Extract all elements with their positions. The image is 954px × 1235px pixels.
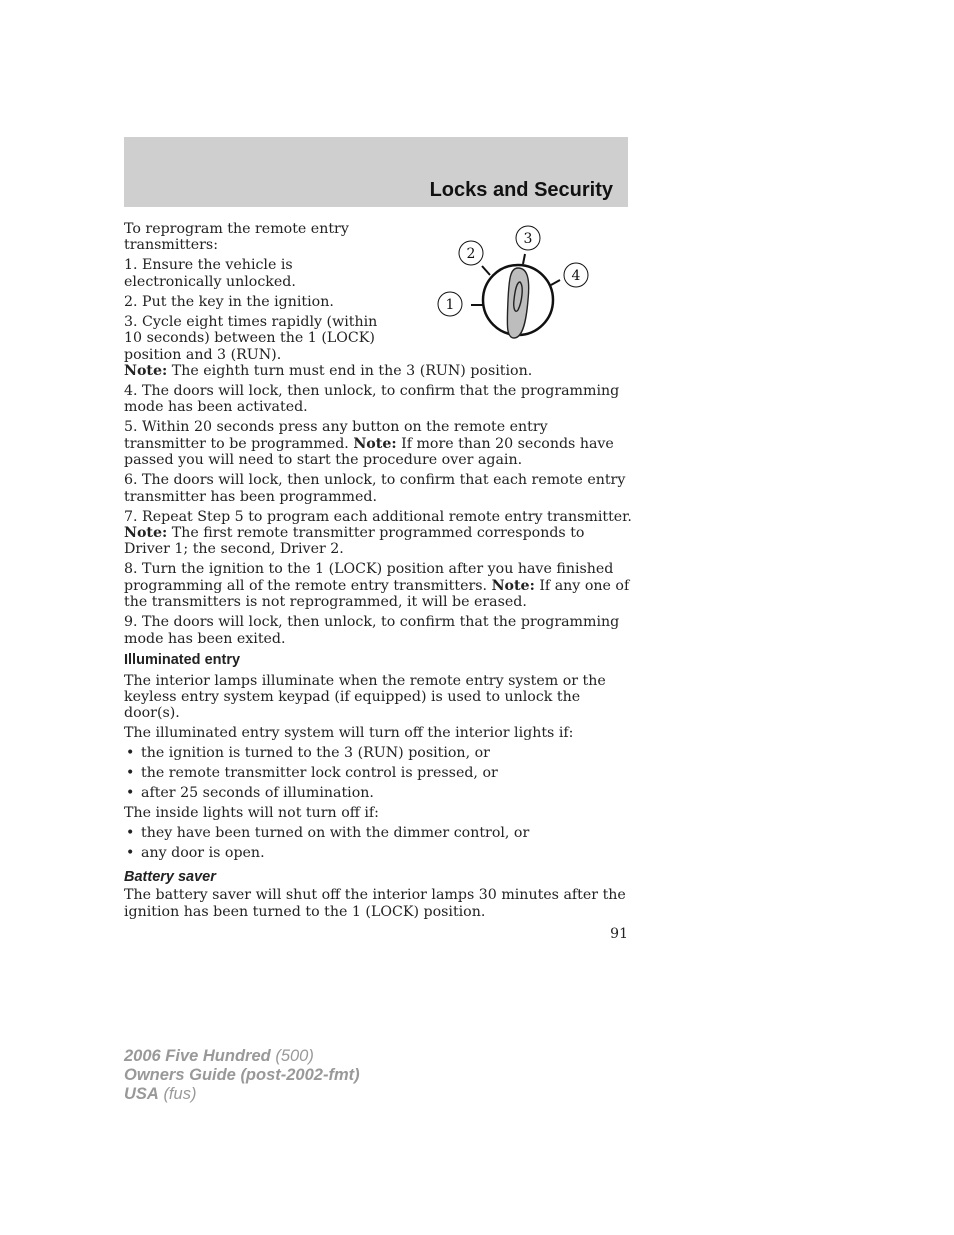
intro-paragraph: To reprogram the remote entry transmitters: [124,221,349,254]
step-7 [124,509,632,558]
step-3-note-label: Note: [124,363,168,380]
illuminated-paragraph-3: The inside lights will not turn off if: [124,805,379,822]
footer-guide: Owners Guide (post-2002-fmt) [124,1066,360,1084]
step-5-note-text: If more than 20 seconds have passed you will need to start the procedure over again. [124,435,614,469]
page-content [124,221,632,924]
position-3-label: 3 [523,231,533,247]
step-7-note-label: Note: [124,525,168,542]
illuminated-paragraph-2: The illuminated entry system will turn off the interior lights if: [124,725,574,742]
battery-saver-heading: Battery saver [124,868,216,885]
step-4-text: 4. The doors will lock, then unlock, to confirm that the programming mode has been activated. [124,383,620,416]
step-8 [124,561,632,610]
footer-line-1 [124,1047,360,1066]
step-2 [124,294,386,310]
footer-model-code: (500) [275,1047,314,1065]
step-9-text: 9. The doors will lock, then unlock, to confirm that the programming mode has been exited. [124,614,620,647]
illuminated-paragraph-1: The interior lamps illuminate when the remote entry system or the keyless entry system keypad (if equipped) is used to unlock the door(s). [124,672,606,722]
section-header-band [124,137,628,207]
step-5-note-label: Note: [353,435,397,452]
step-5-text: 5. Within 20 seconds press any button on the remote entry transmitter to be programmed. [124,419,548,452]
footer-line-3 [124,1085,360,1104]
on-bullet-1: • they have been turned on with the dimmer control, or [124,825,632,841]
step-8-text: 8. Turn the ignition to the 1 (LOCK) position after you have finished programming all of the remote entry transmitters. [124,561,614,594]
step-7-text: 7. Repeat Step 5 to program each additional remote entry transmitter. [124,508,632,525]
on-bullet-2: • any door is open. [124,845,632,861]
footer-line-2 [124,1066,360,1085]
position-4-label: 4 [571,268,581,284]
footer-market: USA [124,1085,159,1103]
step-3-text: 3. Cycle eight times rapidly (within 10 seconds) between the 1 (LOCK) position and 3 (RUN). [124,313,378,363]
document-footer [124,1047,360,1104]
step-7-note-text: The first remote transmitter programmed corresponds to Driver 1; the second, Driver 2. [124,525,585,558]
position-1-label: 1 [445,297,455,313]
footer-model: 2006 Five Hundred [124,1047,271,1065]
off-bullet-2: • the remote transmitter lock control is pressed, or [124,765,632,781]
step-4 [124,383,632,416]
page-number: 91 [610,926,628,942]
step-2-text: 2. Put the key in the ignition. [124,293,334,310]
battery-saver-paragraph: The battery saver will shut off the interior lamps 30 minutes after the ignition has been turned to the 1 (LOCK) position. [124,887,626,920]
step-6-text: 6. The doors will lock, then unlock, to confirm that each remote entry transmitter has been programmed. [124,472,626,505]
step-8-note-text: If any one of the transmitters is not reprogrammed, it will be erased. [124,577,630,611]
section-title: Locks and Security [429,179,613,201]
step-5 [124,419,632,468]
illuminated-entry-heading: Illuminated entry [124,652,241,669]
step-1 [124,257,386,290]
step-8-note-label: Note: [491,577,535,594]
footer-market-code: (fus) [163,1085,197,1103]
step-1-text: 1. Ensure the vehicle is electronically unlocked. [124,257,296,290]
position-2-label: 2 [466,246,476,262]
off-bullet-3: • after 25 seconds of illumination. [124,785,632,801]
step-3-note-text: The eighth turn must end in the 3 (RUN) position. [171,363,533,380]
off-bullet-1: • the ignition is turned to the 3 (RUN) position, or [124,745,632,761]
step-9 [124,614,632,647]
step-6 [124,472,632,505]
step-3-note [124,363,632,379]
